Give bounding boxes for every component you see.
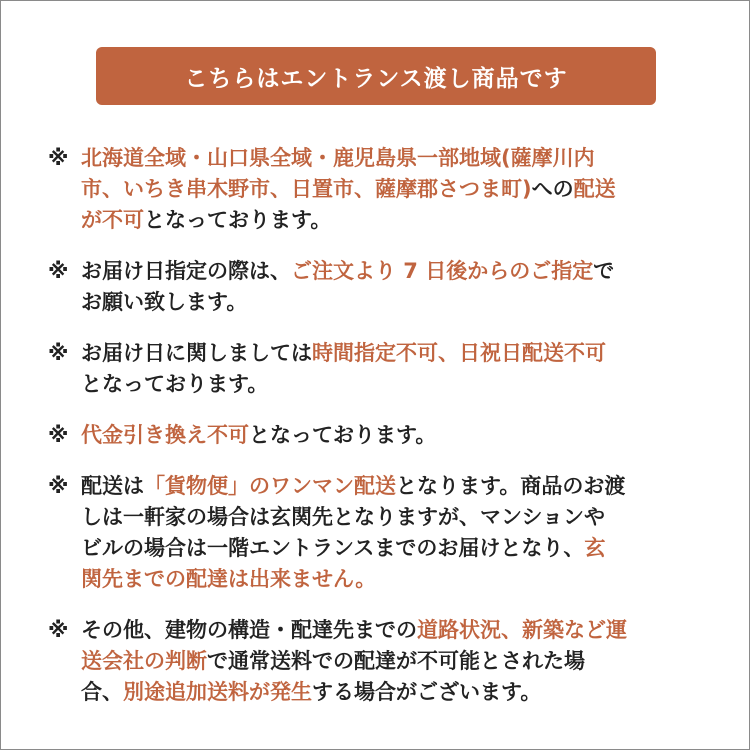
- note-item: [48, 338, 708, 400]
- highlight-text: 市、いちき串木野市、日置市、薩摩郡さつま町): [81, 177, 532, 201]
- note-text: お願い致します。: [81, 290, 248, 314]
- note-item: [48, 615, 708, 708]
- highlight-text: 別途追加送料が発生: [123, 680, 312, 704]
- note-text: で: [593, 259, 615, 283]
- highlight-text: 北海道全域・山口県全域・鹿児島県一部地域(薩摩川内: [81, 146, 595, 170]
- note-text: 合、: [81, 680, 123, 704]
- note-line: [81, 338, 708, 369]
- note-line: [81, 287, 708, 318]
- note-mark: ※: [48, 618, 69, 642]
- note-line: [81, 369, 708, 400]
- note-text: で通常送料での配達が不可能とされた場: [207, 649, 585, 673]
- title-banner: [96, 47, 656, 105]
- note-line: [81, 256, 708, 287]
- highlight-text: 時間指定不可、日祝日配送不可: [312, 341, 606, 365]
- note-line: [81, 471, 708, 502]
- note-mark: ※: [48, 259, 69, 283]
- note-text: 配送は: [81, 474, 144, 498]
- note-text: お届け日に関しましては: [81, 341, 312, 365]
- note-item: [48, 256, 708, 318]
- highlight-text: 代金引き換え不可: [81, 423, 249, 447]
- highlight-text: 関先までの配達は出来ません。: [81, 567, 377, 591]
- note-text: しは一軒家の場合は玄関先となりますが、マンションや: [81, 505, 606, 529]
- note-line: [81, 174, 708, 205]
- highlight-text: 道路状況、新築など運: [417, 618, 627, 642]
- note-line: [81, 615, 708, 646]
- note-text: お届け日指定の際は、: [81, 259, 291, 283]
- banner-title: こちらはエントランス渡し商品です: [184, 65, 568, 92]
- note-text: となっております。: [249, 423, 437, 447]
- highlight-text: ご注文より 7 日後からのご指定: [291, 259, 594, 283]
- highlight-text: 送会社の判断: [81, 649, 207, 673]
- note-item: [48, 471, 708, 595]
- note-text: となっております。: [81, 372, 269, 396]
- note-mark: ※: [48, 423, 69, 447]
- note-line: [81, 646, 708, 677]
- note-text: となっております。: [144, 208, 332, 232]
- note-text: その他、建物の構造・配達先までの: [81, 618, 417, 642]
- note-mark: ※: [48, 341, 69, 365]
- note-line: [81, 143, 708, 174]
- note-line: [81, 420, 708, 451]
- notes-list: [48, 143, 708, 708]
- note-mark: ※: [48, 146, 69, 170]
- note-item: [48, 143, 708, 236]
- highlight-text: 「貨物便」のワンマン配送: [144, 474, 396, 498]
- note-mark: ※: [48, 474, 69, 498]
- note-text: となります。商品のお渡: [396, 474, 626, 498]
- note-text: する場合がございます。: [312, 680, 542, 704]
- note-line: [81, 564, 708, 595]
- highlight-text: 玄: [584, 536, 606, 560]
- note-text: への: [531, 177, 574, 201]
- note-line: [81, 502, 708, 533]
- highlight-text: が不可: [81, 208, 144, 232]
- note-line: [81, 205, 708, 236]
- note-line: [81, 677, 708, 708]
- note-item: [48, 420, 708, 451]
- note-line: [81, 533, 708, 564]
- note-text: ビルの場合は一階エントランスまでのお届けとなり、: [81, 536, 585, 560]
- highlight-text: 配送: [573, 177, 616, 201]
